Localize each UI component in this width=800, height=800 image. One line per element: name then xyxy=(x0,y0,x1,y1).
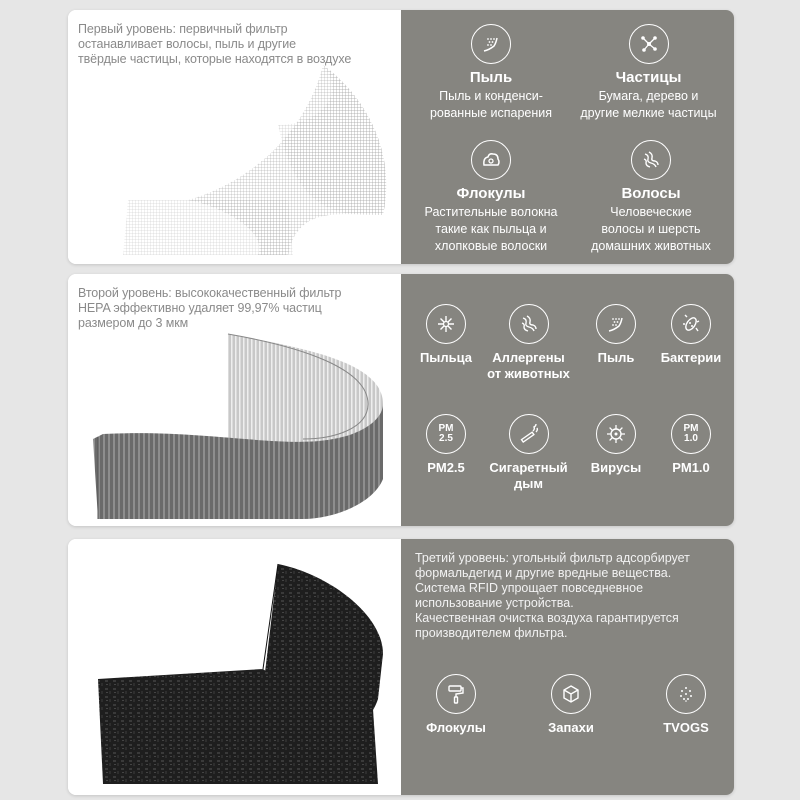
hepa-filter-image xyxy=(83,329,398,524)
cigarette-icon xyxy=(509,414,549,454)
bacteria-icon xyxy=(671,304,711,344)
flocs-icon xyxy=(471,140,511,180)
level1-illustration-area xyxy=(68,10,401,264)
level2-features xyxy=(401,274,734,526)
dust-icon xyxy=(471,24,511,64)
level3-illustration-area xyxy=(68,539,401,795)
particles-icon xyxy=(629,24,669,64)
feature-dust: Пыль Пыль и конденси- рованные испарения xyxy=(421,24,561,121)
paint-roller-icon xyxy=(436,674,476,714)
feature-dust: Пыль xyxy=(581,304,651,366)
feature-tvogs: TVOGS xyxy=(636,674,734,736)
feature-pollen: Пыльца xyxy=(411,304,481,366)
level1-panel xyxy=(68,10,734,264)
feature-hair: Волосы Человеческие волосы и шерсть домашних животных xyxy=(571,140,731,254)
level3-features xyxy=(401,539,734,795)
hair-icon xyxy=(631,140,671,180)
feature-cigarette-smoke: Сигаретный дым xyxy=(481,414,576,492)
carbon-filter-image xyxy=(88,559,388,789)
level2-panel xyxy=(68,274,734,526)
feature-odors: Запахи xyxy=(521,674,621,736)
feature-particles: Частицы Бумага, дерево и другие мелкие частицы xyxy=(566,24,731,121)
level1-features xyxy=(401,10,734,264)
level1-description: Первый уровень: первичный фильтр останавливает волосы, пыль и другие твёрдые частицы, которые находятся в воздухе xyxy=(78,22,352,66)
feature-pm10: PM 1.0 PM1.0 xyxy=(651,414,731,476)
level3-description: Третий уровень: угольный фильтр адсорбирует формальдегид и другие вредные вещества. Система RFID упрощает повседневное использование устройства. Качественная очистка воздуха гарантируется производителем фильтра. xyxy=(415,551,690,640)
feature-bacteria: Бактерии xyxy=(651,304,731,366)
dust-icon xyxy=(596,304,636,344)
odor-cube-icon xyxy=(551,674,591,714)
feature-flocs: Флокулы xyxy=(406,674,506,736)
feature-pm25: PM 2.5 PM2.5 xyxy=(411,414,481,476)
pm10-icon: PM 1.0 xyxy=(671,414,711,454)
feature-pet-allergens: Аллергены от животных xyxy=(481,304,576,382)
feature-flocs: Флокулы Растительные волокна такие как пыльца и хлопковые волоски xyxy=(406,140,576,254)
level3-panel xyxy=(68,539,734,795)
feature-viruses: Вирусы xyxy=(581,414,651,476)
level2-description: Второй уровень: высококачественный фильтр HEPA эффективно удаляет 99,97% частиц размером до 3 мкм xyxy=(78,286,342,330)
tvogs-icon xyxy=(666,674,706,714)
pm25-icon: PM 2.5 xyxy=(426,414,466,454)
pollen-icon xyxy=(426,304,466,344)
level2-illustration-area xyxy=(68,274,401,526)
mesh-filter-image xyxy=(108,65,398,264)
pet-allergen-icon xyxy=(509,304,549,344)
virus-icon xyxy=(596,414,636,454)
